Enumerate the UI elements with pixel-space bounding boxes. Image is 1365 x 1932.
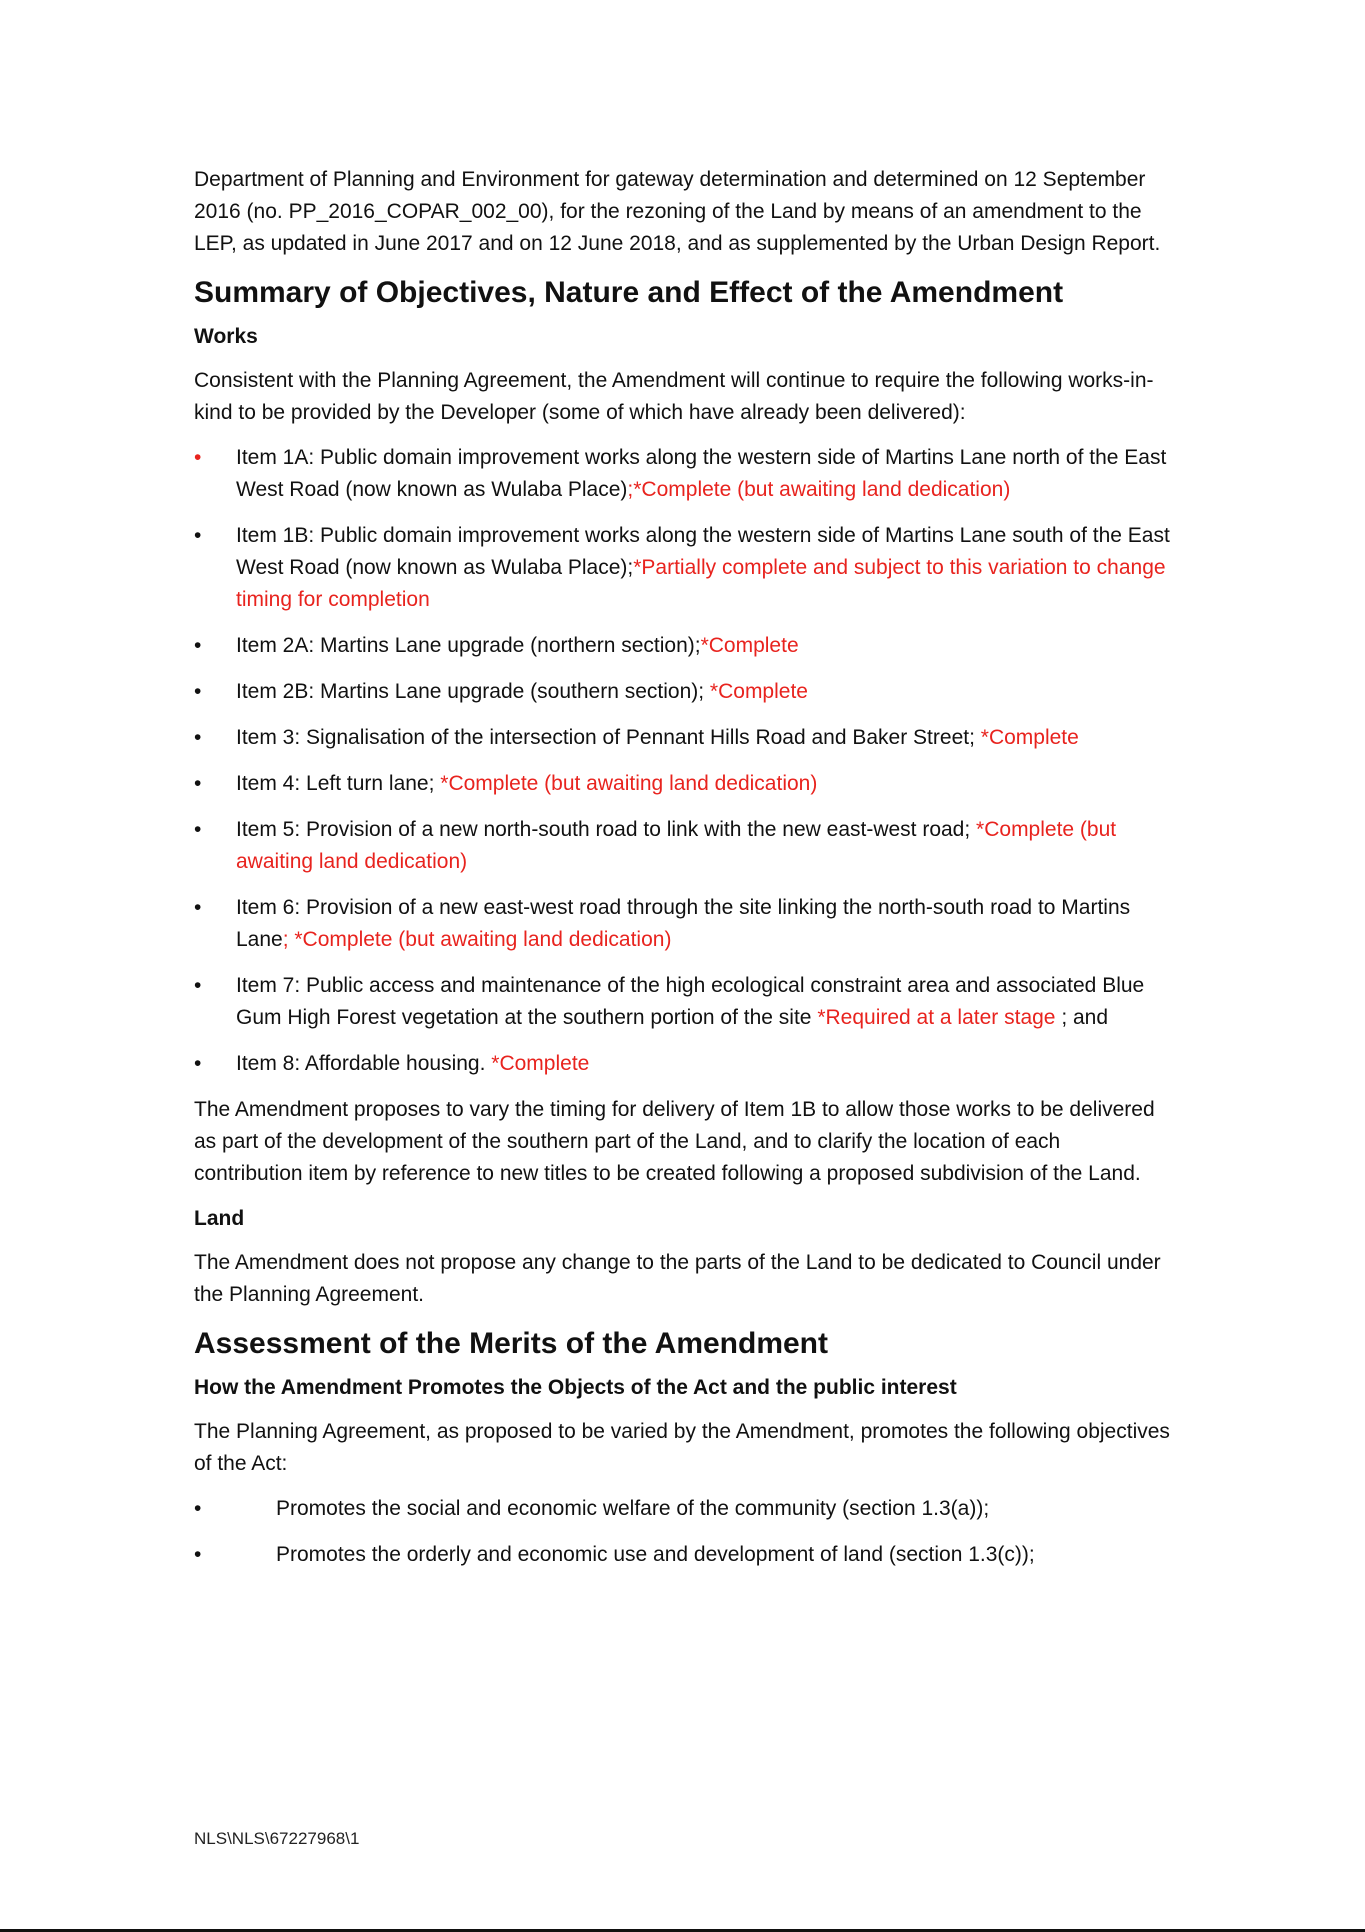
item-text: Item 1A: Public domain improvement works along the western side of Martins Lane north of the East West Road (now known as Wulaba Place) — [236, 446, 1167, 501]
list-item — [194, 630, 1174, 662]
bullet-icon: • — [194, 680, 202, 703]
bullet-icon: • — [194, 634, 202, 657]
bullet-icon: • — [194, 896, 202, 919]
item-status-note: *Complete (but awaiting land dedication) — [440, 772, 818, 795]
bullet-icon: • — [194, 1543, 202, 1566]
item-text: Item 5: Provision of a new north-south road to link with the new east-west road; — [236, 818, 977, 841]
objects-subheading: How the Amendment Promotes the Objects of the Act and the public interest — [194, 1376, 957, 1399]
bullet-icon: • — [194, 772, 202, 795]
page-content — [194, 164, 1174, 1585]
list-item — [194, 1493, 1174, 1525]
item-status-note: *Partially complete and subject to this variation to change timing for completion — [236, 556, 1166, 611]
objective-text: Promotes the orderly and economic use and development of land (section 1.3(c)); — [276, 1543, 1035, 1566]
item-trailing-text: ; and — [1061, 1006, 1109, 1029]
item-status-note: ; *Complete (but awaiting land dedication) — [282, 928, 672, 951]
timing-paragraph: The Amendment proposes to vary the timing for delivery of Item 1B to allow those works to be delivered as part of the development of the southern part of the Land, and to clarify the location of each contribution item by reference to new titles to be created following a proposed subdivision of the Land. — [194, 1098, 1155, 1185]
land-heading: Land — [194, 1207, 245, 1230]
bullet-icon: • — [194, 446, 202, 469]
item-status-note: *Complete — [700, 634, 799, 657]
land-paragraph: The Amendment does not propose any change to the parts of the Land to be dedicated to Council under the Planning Agreement. — [194, 1251, 1161, 1306]
list-item — [194, 892, 1174, 956]
bullet-icon: • — [194, 974, 202, 997]
item-status-note: ;*Complete (but awaiting land dedication) — [627, 478, 1011, 501]
item-text: Item 3: Signalisation of the intersection of Pennant Hills Road and Baker Street; — [236, 726, 981, 749]
item-status-note: *Complete (but awaiting land dedication) — [236, 818, 1117, 873]
item-status-note: *Complete — [980, 726, 1079, 749]
list-item — [194, 1539, 1174, 1571]
item-text: Item 1B: Public domain improvement works along the western side of Martins Lane south of the East West Road (now known as Wulaba Place); — [236, 524, 1170, 579]
bullet-icon: • — [194, 818, 202, 841]
works-heading: Works — [194, 325, 258, 348]
list-item — [194, 676, 1174, 708]
bullet-icon: • — [194, 1497, 202, 1520]
intro-paragraph: Department of Planning and Environment for gateway determination and determined on 12 September 2016 (no. PP_2016_COPAR_002_00), for the rezoning of the Land by means of an amendment to the LEP, as updated in June 2017 and on 12 June 2018, and as supplemented by the Urban Design Report. — [194, 168, 1161, 255]
works-intro-paragraph: Consistent with the Planning Agreement, the Amendment will continue to require the following works-in-kind to be provided by the Developer (some of which have already been delivered): — [194, 369, 1154, 424]
bullet-icon: • — [194, 726, 202, 749]
list-item — [194, 442, 1174, 506]
item-status-note: *Complete — [709, 680, 808, 703]
objective-text: Promotes the social and economic welfare of the community (section 1.3(a)); — [276, 1497, 990, 1520]
objectives-intro-paragraph: The Planning Agreement, as proposed to be varied by the Amendment, promotes the following objectives of the Act: — [194, 1420, 1170, 1475]
objectives-list — [194, 1493, 1174, 1571]
list-item — [194, 970, 1174, 1034]
item-status-note: *Complete — [491, 1052, 590, 1075]
works-list — [194, 442, 1174, 1080]
item-text: Item 2B: Martins Lane upgrade (southern section); — [236, 680, 710, 703]
list-item — [194, 814, 1174, 878]
item-status-note: *Required at a later stage — [817, 1006, 1062, 1029]
list-item — [194, 768, 1174, 800]
item-text: Item 6: Provision of a new east-west road through the site linking the north-south road to Martins Lane — [236, 896, 1131, 951]
bullet-icon: • — [194, 1052, 202, 1075]
document-reference-footer: NLS\NLS\67227968\1 — [194, 1829, 360, 1848]
assessment-heading: Assessment of the Merits of the Amendment — [194, 1327, 828, 1360]
list-item — [194, 1048, 1174, 1080]
list-item — [194, 520, 1174, 616]
item-text: Item 2A: Martins Lane upgrade (northern section); — [236, 634, 701, 657]
summary-heading: Summary of Objectives, Nature and Effect of the Amendment — [194, 276, 1064, 309]
item-text: Item 8: Affordable housing. — [236, 1052, 492, 1075]
list-item — [194, 722, 1174, 754]
item-text: Item 4: Left turn lane; — [236, 772, 441, 795]
item-text: Item 7: Public access and maintenance of the high ecological constraint area and associated Blue Gum High Forest vegetation at the southern portion of the site — [236, 974, 1145, 1029]
bullet-icon: • — [194, 524, 202, 547]
